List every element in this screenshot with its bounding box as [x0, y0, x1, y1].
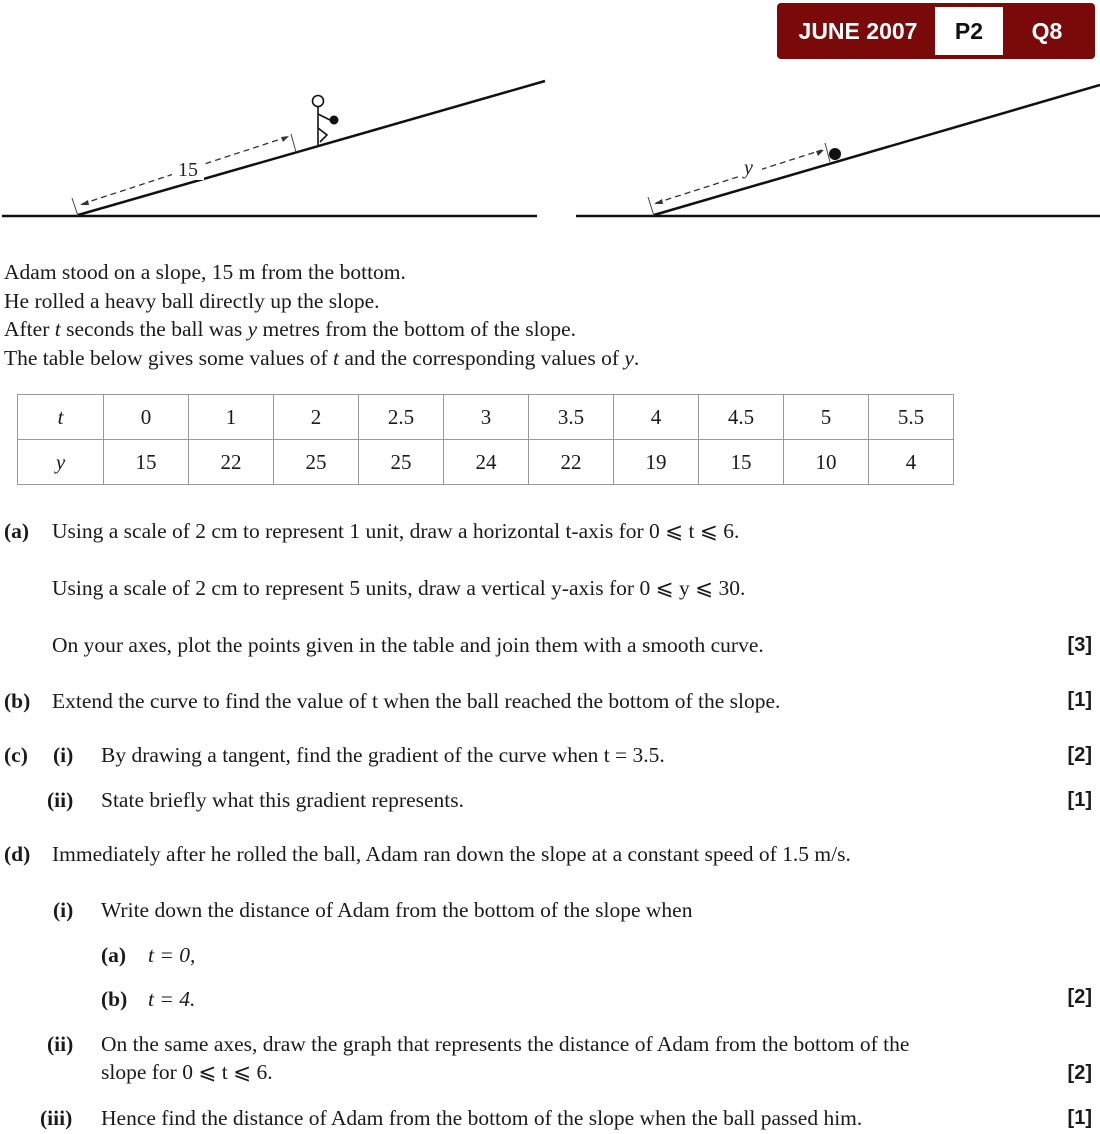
distance-label-15: 15 — [178, 159, 198, 181]
part-d-i-b-text: t = 4. — [148, 987, 196, 1011]
part-d-i-text: Write down the distance of Adam from the bottom of the slope when — [101, 898, 693, 922]
exam-question-number: Q8 — [1031, 17, 1063, 44]
part-a-label: (a) — [4, 519, 30, 543]
exam-session: JUNE 2007 — [798, 17, 918, 44]
table-cell: 25 — [359, 440, 444, 485]
slope-diagram-adam — [0, 70, 560, 230]
table-row-t — [18, 395, 954, 440]
part-d-iii-label: (iii) — [40, 1106, 73, 1130]
table-cell: 22 — [189, 440, 274, 485]
part-d-iii-marks: [1] — [1067, 1107, 1092, 1129]
part-d-label: (d) — [4, 842, 31, 866]
table-cell: 4.5 — [699, 395, 784, 440]
row-header-y: y — [18, 440, 104, 485]
part-c-i-marks: [2] — [1067, 744, 1092, 766]
ball-icon — [829, 148, 841, 160]
part-c-i-text: By drawing a tangent, find the gradient of the curve when t = 3.5. — [101, 743, 665, 767]
part-d-i-b-label: (b) — [101, 987, 128, 1011]
part-c-ii-marks: [1] — [1067, 789, 1092, 811]
table-cell: 1 — [189, 395, 274, 440]
t-y-values-table — [17, 394, 954, 485]
part-d-ii-label: (ii) — [47, 1032, 74, 1056]
table-cell: 2 — [274, 395, 359, 440]
part-b-text: Extend the curve to find the value of t when the ball reached the bottom of the slope. — [52, 689, 781, 713]
table-cell: 5.5 — [869, 395, 954, 440]
table-cell: 3.5 — [529, 395, 614, 440]
intro-line-1: Adam stood on a slope, 15 m from the bottom. — [4, 260, 406, 284]
stick-figure-icon — [313, 96, 339, 148]
intro-line-3: After t seconds the ball was y metres from the bottom of the slope. — [4, 317, 577, 341]
table-cell: 5 — [784, 395, 869, 440]
part-d-i-a-label: (a) — [101, 943, 127, 967]
intro-line-2: He rolled a heavy ball directly up the slope. — [4, 288, 380, 313]
table-cell: 4 — [869, 440, 954, 485]
part-b-label: (b) — [4, 689, 31, 713]
part-d-i-marks: [2] — [1067, 986, 1092, 1008]
part-c-i-label: (i) — [53, 743, 74, 767]
table-cell: 10 — [784, 440, 869, 485]
table-cell: 4 — [614, 395, 699, 440]
table-cell: 25 — [274, 440, 359, 485]
part-a-line-2: Using a scale of 2 cm to represent 5 units, draw a vertical y-axis for 0 ⩽ y ⩽ 30. — [52, 576, 746, 600]
part-b-marks: [1] — [1067, 689, 1092, 711]
table-cell: 15 — [104, 440, 189, 485]
part-c-label: (c) — [4, 743, 28, 767]
part-d-ii-text-2: slope for 0 ⩽ t ⩽ 6. — [101, 1060, 273, 1084]
part-c-ii-text: State briefly what this gradient represents. — [101, 788, 465, 812]
part-d-text: Immediately after he rolled the ball, Adam ran down the slope at a constant speed of 1.5 m/s. — [52, 842, 851, 866]
table-cell: 22 — [529, 440, 614, 485]
table-row-y — [18, 440, 954, 485]
part-d-i-a-text: t = 0, — [148, 943, 196, 967]
table-cell: 15 — [699, 440, 784, 485]
table-cell: 0 — [104, 395, 189, 440]
slope-diagram-ball — [560, 70, 1100, 230]
part-d-i-label: (i) — [53, 898, 74, 922]
part-d-iii-text: Hence find the distance of Adam from the bottom of the slope when the ball passed him. — [101, 1106, 863, 1130]
row-header-t: t — [18, 395, 104, 440]
part-c-ii-label: (ii) — [47, 788, 74, 812]
table-cell: 24 — [444, 440, 529, 485]
part-d-ii-text-1: On the same axes, draw the graph that represents the distance of Adam from the bottom of the — [101, 1032, 910, 1056]
exam-paper: P2 — [935, 7, 1003, 55]
distance-label-y: y — [744, 157, 753, 179]
part-a-line-1: Using a scale of 2 cm to represent 1 unit, draw a horizontal t-axis for 0 ⩽ t ⩽ 6. — [52, 519, 740, 543]
intro-line-4: The table below gives some values of t and the corresponding values of y. — [4, 345, 640, 370]
question-intro — [4, 258, 639, 372]
part-a-marks: [3] — [1067, 634, 1092, 656]
table-cell: 19 — [614, 440, 699, 485]
part-a-line-3: On your axes, plot the points given in the table and join them with a smooth curve. — [52, 633, 764, 657]
part-d-ii-marks: [2] — [1067, 1062, 1092, 1084]
table-cell: 3 — [444, 395, 529, 440]
table-cell: 2.5 — [359, 395, 444, 440]
exam-reference-badge — [777, 3, 1095, 59]
